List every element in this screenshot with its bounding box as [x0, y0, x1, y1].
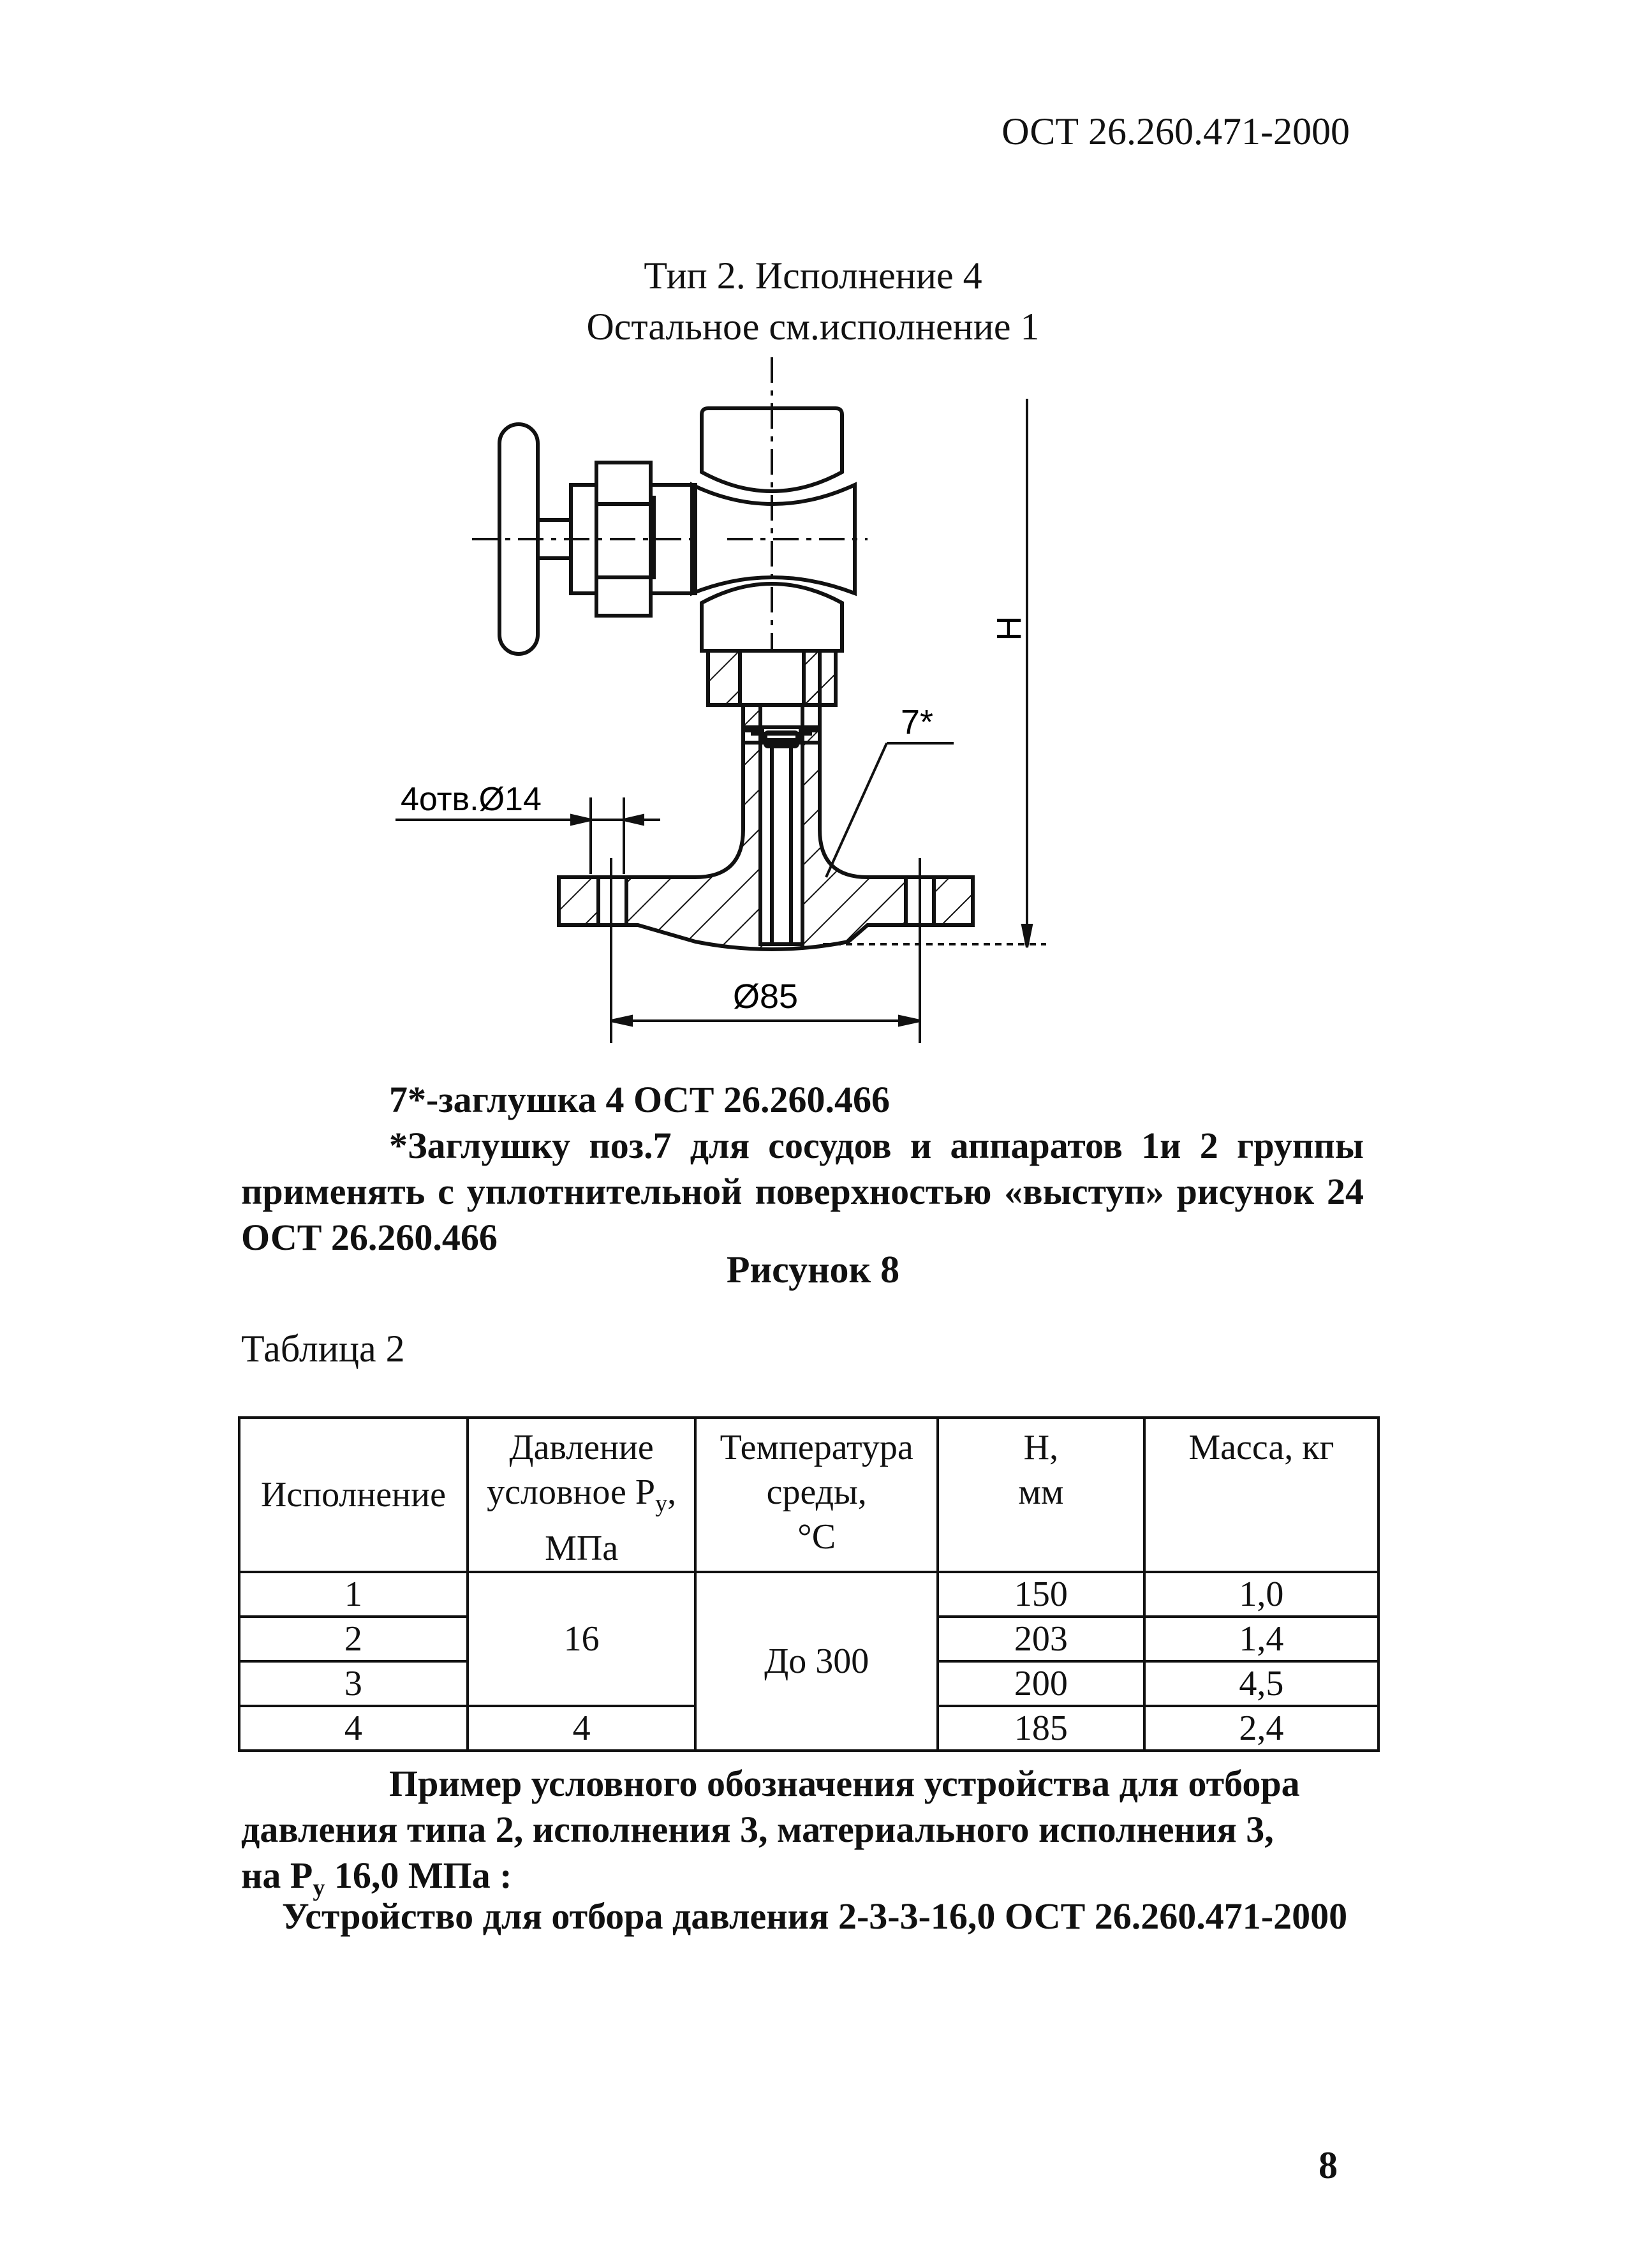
figure-title-line-2: Остальное см.исполнение 1 — [586, 306, 1040, 348]
holes-label: 4отв.Ø14 — [401, 781, 542, 818]
example-intro-end: 16,0 МПа : — [325, 1855, 512, 1896]
figure-title-line-1: Тип 2. Исполнение 4 — [644, 255, 982, 297]
table-header-row — [239, 1418, 1378, 1572]
spec-table — [238, 1416, 1380, 1752]
header-h-line-1: H, — [1023, 1428, 1059, 1467]
header-pressure-line-1: Давление — [509, 1428, 654, 1467]
header-temperature-line-1: Температура — [720, 1428, 913, 1467]
cell-execution: 1 — [239, 1572, 468, 1617]
note-plug-usage: *Заглушку поз.7 для сосудов и аппаратов 1и 2 группы применять с уплотнительной поверхностью «выступ» рисунок 24 ОСТ 26.260.466 — [241, 1125, 1364, 1258]
cell-h: 185 — [938, 1706, 1144, 1751]
flange — [559, 727, 973, 949]
diameter-label: Ø85 — [732, 977, 799, 1016]
header-pressure-sub: y — [655, 1490, 668, 1518]
valve-body — [692, 357, 868, 705]
table-caption: Таблица 2 — [241, 1328, 405, 1370]
header-h — [938, 1418, 1144, 1572]
cell-mass: 1,4 — [1144, 1617, 1378, 1661]
example-designation: Устройство для отбора давления 2-3-3-16,0 ОСТ 26.260.471-2000 — [282, 1895, 1348, 1937]
header-mass: Масса, кг — [1144, 1418, 1378, 1572]
table-row — [239, 1572, 1378, 1617]
header-pressure-line-3: МПа — [545, 1529, 619, 1569]
cell-pressure: 16 — [468, 1572, 696, 1706]
cell-temperature: До 300 — [695, 1572, 938, 1751]
header-h-line-2: мм — [1018, 1472, 1064, 1512]
cell-h: 200 — [938, 1661, 1144, 1706]
example-intro-sub: y — [313, 1874, 325, 1902]
cell-pressure: 4 — [468, 1706, 696, 1751]
header-pressure-line-2 — [469, 1470, 695, 1526]
leader-7 — [826, 743, 954, 877]
header-pressure-text: условное P — [487, 1472, 656, 1512]
figure-caption: Рисунок 8 — [726, 1249, 900, 1291]
example-intro — [241, 1761, 1300, 1911]
handwheel — [472, 424, 702, 654]
header-pressure-comma: , — [667, 1472, 677, 1512]
position-7-label: 7* — [901, 703, 934, 741]
cell-mass: 4,5 — [1144, 1661, 1378, 1706]
cell-execution: 3 — [239, 1661, 468, 1706]
cell-execution: 4 — [239, 1706, 468, 1751]
page-number: 8 — [1319, 2144, 1338, 2186]
cell-mass: 1,0 — [1144, 1572, 1378, 1617]
header-execution: Исполнение — [239, 1418, 468, 1572]
header-temperature-line-3: °С — [797, 1517, 836, 1557]
cell-mass: 2,4 — [1144, 1706, 1378, 1751]
cell-h: 203 — [938, 1617, 1144, 1661]
dimension-h — [823, 399, 1046, 947]
h-dimension-label: H — [990, 616, 1028, 641]
header-pressure — [468, 1418, 696, 1572]
note-plug: 7*-заглушка 4 ОСТ 26.260.466 — [389, 1079, 890, 1120]
document-code: ОСТ 26.260.471-2000 — [1001, 110, 1350, 152]
header-temperature-line-2: среды, — [766, 1472, 867, 1512]
example-intro-text: Пример условного обозначения устройства для отбора давления типа 2, исполнения 3, материального исполнения 3, на P — [241, 1763, 1300, 1896]
cell-h: 150 — [938, 1572, 1144, 1617]
header-temperature — [695, 1418, 938, 1572]
cell-execution: 2 — [239, 1617, 468, 1661]
technical-drawing — [0, 0, 1626, 1085]
